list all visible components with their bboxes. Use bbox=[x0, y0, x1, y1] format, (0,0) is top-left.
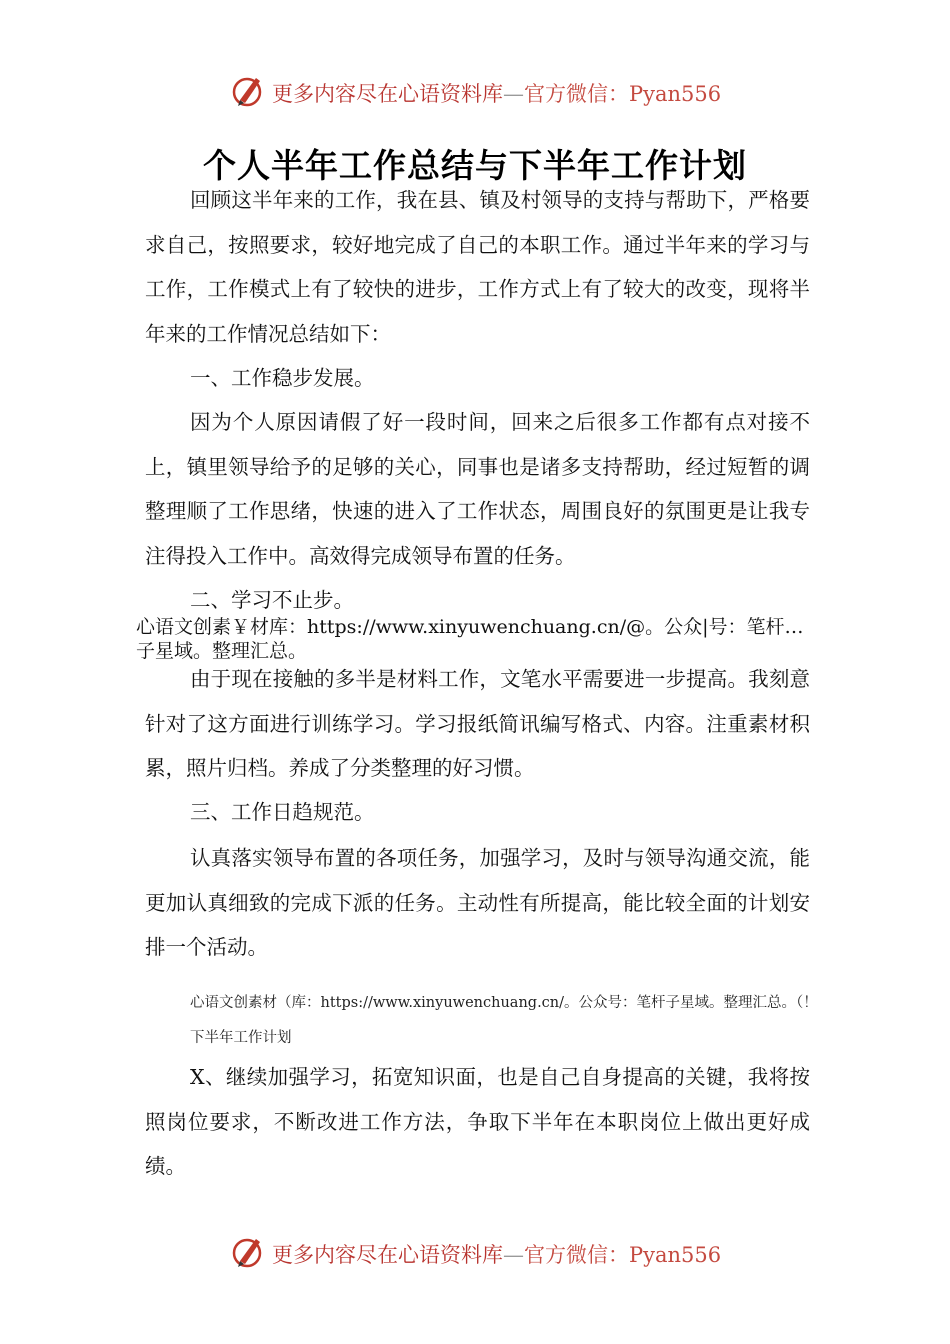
section-heading-3: 三、工作日趋规范。 bbox=[190, 800, 375, 824]
document-title: 个人半年工作总结与下半年工作计划 bbox=[203, 146, 747, 185]
footer-banner bbox=[0, 1233, 950, 1273]
paragraph-3: 认真落实领导布置的各项任务，加强学习，及时与领导沟通交流，能更加认真细致的完成下派的任务。主动性有所提高，能比较全面的计划安排一个活动。 bbox=[145, 846, 810, 959]
banner-text bbox=[272, 1239, 721, 1269]
section-heading-1: 一、工作稳步发展。 bbox=[190, 366, 375, 390]
watermark-text-1: 心语文创素￥材库：https://www.xinyuwenchuang.cn/@。公众|号：笔杆…子星域。整理汇总。 bbox=[136, 616, 804, 662]
paragraph-4: X、继续加强学习，拓宽知识面，也是自己自身提高的关键，我将按照岗位要求，不断改进工作方法，争取下半年在本职岗位上做出更好成绩。 bbox=[145, 1065, 810, 1178]
banner-wechat: 官方微信：Pyan556 bbox=[524, 82, 722, 106]
banner-wechat: 官方微信：Pyan556 bbox=[524, 1243, 722, 1267]
banner-dash: — bbox=[503, 1243, 524, 1267]
paragraph-intro: 回顾这半年来的工作，我在县、镇及村领导的支持与帮助下，严格要求自己，按照要求，较好地完成了自己的本职工作。通过半年来的学习与工作，工作模式上有了较快的进步，工作方式上有了较大的改变，现将半年来的工作情况总结如下： bbox=[145, 188, 810, 346]
banner-slogan: 更多内容尽在心语资料库 bbox=[272, 82, 503, 106]
watermark-text-2: 心语文创素材（库：https://www.xinyuwenchuang.cn/。公众号：笔杆子星域。整理汇总。（！下半年工作计划 bbox=[190, 995, 818, 1046]
banner-dash: — bbox=[503, 82, 524, 106]
section-heading-2: 二、学习不止步。 bbox=[190, 588, 354, 612]
pen-logo-icon bbox=[232, 72, 266, 110]
banner-slogan: 更多内容尽在心语资料库 bbox=[272, 1243, 503, 1267]
paragraph-1: 因为个人原因请假了好一段时间，回来之后很多工作都有点对接不上，镇里领导给予的足够的关心，同事也是诸多支持帮助，经过短暂的调整理顺了工作思绪，快速的进入了工作状态，周围良好的氛围更是让我专注得投入工作中。高效得完成领导布置的任务。 bbox=[145, 410, 810, 568]
paragraph-2: 由于现在接触的多半是材料工作，文笔水平需要进一步提高。我刻意针对了这方面进行训练学习。学习报纸简讯编写格式、内容。注重素材积累，照片归档。养成了分类整理的好习惯。 bbox=[145, 667, 810, 780]
pen-logo-icon bbox=[232, 1233, 266, 1271]
banner-text bbox=[272, 78, 721, 108]
header-banner bbox=[0, 72, 950, 112]
